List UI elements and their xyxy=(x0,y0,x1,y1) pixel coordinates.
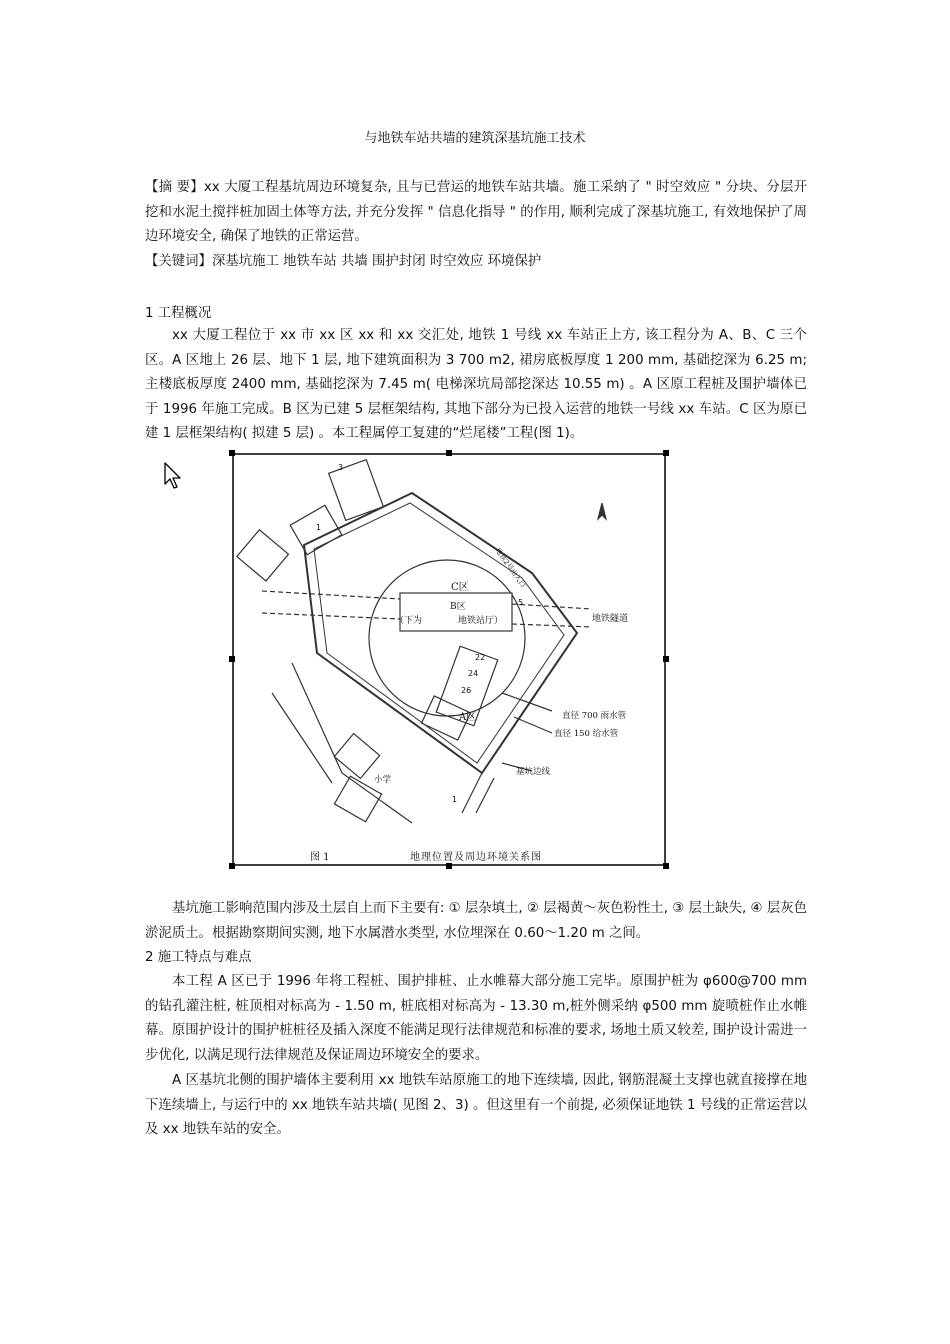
figure-label-pit-edge: 基坑边线 xyxy=(516,767,551,777)
figure-label-floor-26: 26 xyxy=(461,686,472,695)
figure-label-a-zone: A区 xyxy=(459,712,477,723)
keywords: 【关键词】深基坑施工 地铁车站 共墙 围护封闭 时空效应 环境保护 xyxy=(145,254,542,269)
resize-handle-bottom-left[interactable] xyxy=(229,863,235,869)
figure-caption-text: 地理位置及周边环境关系图 xyxy=(410,852,542,863)
figure-label-b-sub-right: 地铁站厅） xyxy=(458,616,504,626)
resize-handle-top-right[interactable] xyxy=(663,450,669,456)
resize-handle-top[interactable] xyxy=(446,450,452,456)
section-2-paragraph-2: A 区基坑北侧的围护墙体主要利用 xx 地铁车站原施工的地下连续墙, 因此, 钢筋混凝土支撑也就直接撑在地下连续墙上, 与运行中的 xx 地铁车站共墙( 见图 2、3) 。但这里有一个前提, 必须保证地铁 1 号线的正常运营以及 xx 地铁车站的安全。 xyxy=(145,1073,807,1137)
section-2-paragraph: 本工程 A 区已于 1996 年将工程桩、围护排桩、止水帷幕大部分施工完毕。原围护桩为 φ600@700 mm 的钻孔灌注桩, 桩顶相对标高为 - 1.50 m, 桩底相对标高为 - 13.30 m,桩外侧采纳 φ500 mm 旋喷桩作止水帷幕。原围护设计的围护桩桩径及插入深度不能满足现行法律规范和标准的要求, 场地土质又较差, 围护设计需进一步优化, 以满足现行法律规范及保证周边环境安全的要求。 xyxy=(145,974,807,1063)
section-1-paragraph: xx 大厦工程位于 xx 市 xx 区 xx 和 xx 交汇处, 地铁 1 号线 xx 车站正上方, 该工程分为 A、B、C 三个区。A 区地上 26 层、地下 1 层, 地下建筑面积为 3 700 m2, 裙房底板厚度 1 200 mm, 基础挖深为 6.25 m; 主楼底板厚度 2400 mm, 基础挖深为 7.45 m( 电梯深坑局部挖深达 10.55 m) 。A 区原工程桩及围护墙体已于 1996 年施工完成。B 区为已建 5 层框架结构, 其地下部分为已投入运营的地铁一号线 xx 车站。C 区为原已建 1 层框架结构( 拟建 5 层) 。本工程属停工复建的“烂尾楼”工程(图 1)。 xyxy=(145,328,807,441)
resize-handle-bottom[interactable] xyxy=(446,863,452,869)
section-1-paragraph-2: 基坑施工影响范围内涉及土层自上而下主要有: ① 层杂填土, ② 层褐黄～灰色粉性土, ③ 层土缺失, ④ 层灰色淤泥质土。根据勘察期间实测, 地下水属潜水类型, 水位埋深在 0.60～1.20 m 之间。 xyxy=(145,901,807,941)
mouse-cursor-icon xyxy=(164,462,182,494)
figure-1-image[interactable] xyxy=(232,453,666,866)
figure-label-pipe-700: 直径 700 雨水管 xyxy=(562,711,627,721)
page-title: 与地铁车站共墙的建筑深基坑施工技术 xyxy=(364,131,586,146)
figure-label-entrance: 地铁2号出入口 xyxy=(493,546,527,590)
figure-label-number: 1 xyxy=(316,523,322,532)
figure-label-number: 3 xyxy=(338,463,344,472)
figure-label-number: 5 xyxy=(518,598,524,607)
figure-label-b-zone: B区 xyxy=(450,602,466,612)
figure-label-floor-24: 24 xyxy=(468,669,479,678)
figure-label-c-zone: C区 xyxy=(451,582,469,593)
resize-handle-bottom-right[interactable] xyxy=(663,863,669,869)
figure-caption-number: 图 1 xyxy=(310,852,330,863)
resize-handle-left[interactable] xyxy=(229,656,235,662)
figure-label-number: 1 xyxy=(452,795,458,804)
resize-handle-right[interactable] xyxy=(663,656,669,662)
figure-label-school: 小学 xyxy=(374,775,392,785)
figure-label-tunnel: 地铁隧道 xyxy=(592,614,629,624)
abstract: 【摘 要】xx 大厦工程基坑周边环境复杂, 且与已营运的地铁车站共墙。施工采纳了 " 时空效应 " 分块、分层开挖和水泥土搅拌桩加固土体等方法, 并充分发挥 " 信息化指导 " 的作用, 顺利完成了深基坑施工, 有效地保护了周边环境安全, 确保了地铁的正常运营。 xyxy=(145,180,807,244)
figure-label-floor-22: 22 xyxy=(475,653,486,662)
section-1-heading: 1 工程概况 xyxy=(145,306,212,321)
figure-label-b-sub-left: （下为 xyxy=(395,616,423,626)
resize-handle-top-left[interactable] xyxy=(229,450,235,456)
figure-label-pipe-150: 直径 150 给水管 xyxy=(554,729,619,739)
section-2-heading: 2 施工特点与难点 xyxy=(145,950,252,965)
